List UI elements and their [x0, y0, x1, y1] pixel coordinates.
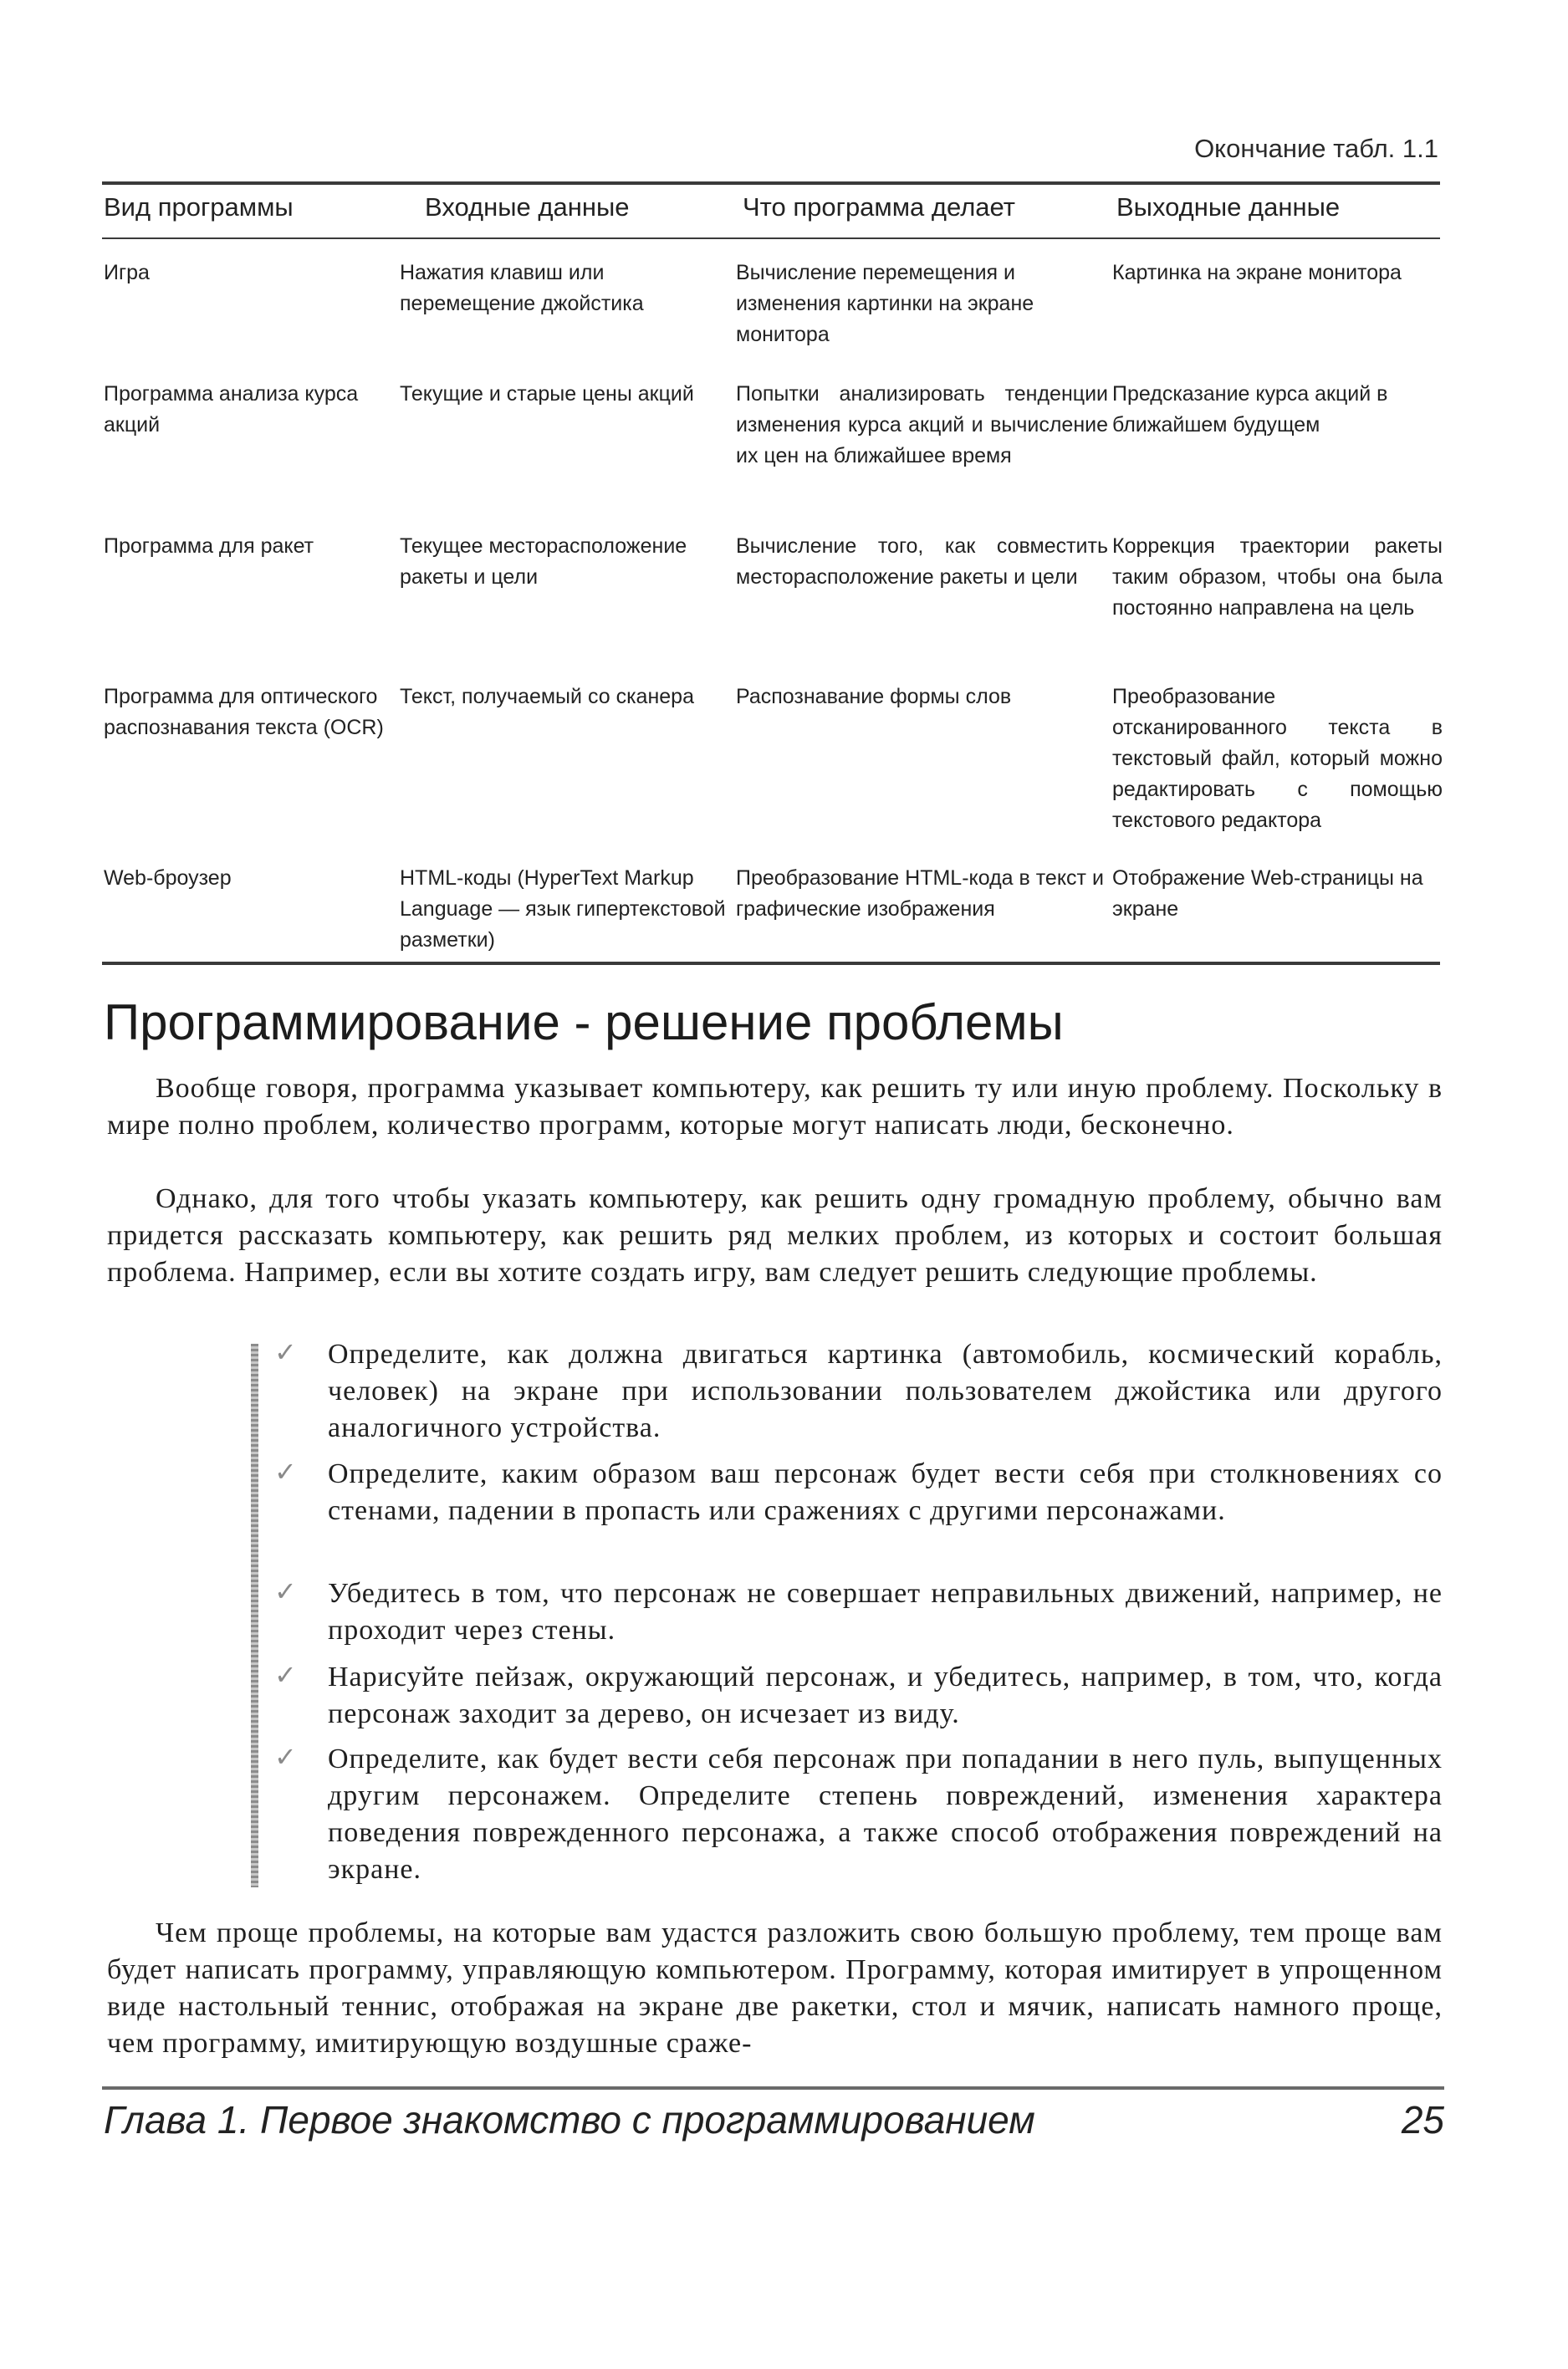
- column-header-input: Входные данные: [425, 192, 630, 222]
- cell-action: Вычисление перемещения и изменения картинки на экране монитора: [736, 261, 1034, 346]
- cell-program-type: Программа для оптического распознавания текста (OCR): [104, 685, 384, 739]
- cell-program-type: Web-броузер: [104, 866, 232, 890]
- cell-input: Нажатия клавиш или перемещение джойстика: [400, 261, 644, 315]
- cell-output: Отображение Web-страницы на экране: [1112, 866, 1423, 921]
- table-top-rule: [102, 181, 1440, 185]
- column-header-type: Вид программы: [104, 192, 294, 222]
- cell-input: Текущие и старые цены акций: [400, 382, 694, 406]
- cell-program-type: Программа анализа курса акций: [104, 382, 359, 437]
- checkmark-icon: ✓: [274, 1741, 297, 1773]
- column-header-action: Что программа делает: [743, 192, 1015, 222]
- checkmark-icon: ✓: [274, 1336, 297, 1368]
- cell-action: Распознавание формы слов: [736, 685, 1012, 708]
- cell-output: Коррекция траектории ракеты таким образом, чтобы она была постоянно направлена на цель: [1112, 534, 1443, 620]
- checkmark-icon: ✓: [274, 1659, 297, 1691]
- cell-action: Попытки анализировать тенденции изменения курса акций и вычисление их цен на ближайшее время: [736, 382, 1108, 467]
- paragraph-subproblems: Однако, для того чтобы указать компьютеру, как решить одну громадную проблему, обычно вам придется рассказать компьютеру, как решить ряд мелких проблем, из которых и состоит большая проблема. Например, если вы хотите создать игру, вам следует решить следующие проблемы.: [107, 1183, 1443, 1288]
- cell-input: Текущее месторасположение ракеты и цели: [400, 534, 687, 589]
- checklist-item-text: Убедитесь в том, что персонаж не совершает неправильных движений, например, не проходит через стены.: [328, 1578, 1443, 1646]
- checkmark-icon: ✓: [274, 1456, 297, 1488]
- checkmark-icon: ✓: [274, 1575, 297, 1607]
- checklist-item-text: Определите, как должна двигаться картинка (автомобиль, космический корабль, человек) на экране при использовании пользователем джойстика или другого аналогичного устройства.: [328, 1339, 1443, 1443]
- checklist-item-text: Нарисуйте пейзаж, окружающий персонаж, и убедитесь, например, в том, что, когда персонаж заходит за дерево, он исчезает из виду.: [328, 1662, 1443, 1729]
- checklist-sidebar: [251, 1344, 258, 1887]
- checklist-item-text: Определите, как будет вести себя персонаж при попадании в него пуль, выпущенных другим персонажем. Определите степень повреждений, изменения характера поведения поврежденного персонажа, а также способ отображения повреждений на экране.: [328, 1744, 1443, 1885]
- table-header-row: [0, 192, 1568, 234]
- column-header-output: Выходные данные: [1116, 192, 1341, 222]
- cell-output: Картинка на экране монитора: [1112, 261, 1402, 284]
- cell-input: HTML-коды (HyperText Markup Language — язык гипертекстовой разметки): [400, 866, 726, 952]
- cell-program-type: Игра: [104, 261, 150, 284]
- cell-input: Текст, получаемый со сканера: [400, 685, 694, 708]
- cell-program-type: Программа для ракет: [104, 534, 314, 558]
- checklist-item-text: Определите, каким образом ваш персонаж будет вести себя при столкновениях со стенами, падении в пропасть или сражениях с другими персонажами.: [328, 1458, 1443, 1526]
- table-caption: Окончание табл. 1.1: [1194, 134, 1438, 163]
- cell-action: Вычисление того, как совместить месторасположение ракеты и цели: [736, 534, 1108, 589]
- cell-output: Предсказание курса акций в ближайшем будущем: [1112, 382, 1388, 437]
- cell-output: Преобразование отсканированного текста в текстовый файл, который можно редактировать с помощью текстового редактора: [1112, 685, 1443, 832]
- paragraph-intro: Вообще говоря, программа указывает компьютеру, как решить ту или иную проблему. Поскольку в мире полно проблем, количество программ, которые могут написать люди, бесконечно.: [107, 1073, 1443, 1141]
- table-bottom-rule: [102, 962, 1440, 965]
- cell-action: Преобразование HTML-кода в текст и графические изображения: [736, 866, 1104, 921]
- page-number: 25: [1401, 2098, 1444, 2142]
- footer-rule: [102, 2086, 1444, 2090]
- table-header-rule: [102, 237, 1440, 239]
- paragraph-closing: Чем проще проблемы, на которые вам удастся разложить свою большую проблему, тем проще вам будет написать программу, управляющую компьютером. Программу, которая имитирует в упрощенном виде настольный теннис, отображая на экране две ракетки, стол и мячик, написать намного проще, чем программу, имитирующую воздушные сраже-: [107, 1917, 1443, 2059]
- running-footer-chapter: Глава 1. Первое знакомство с программированием: [104, 2098, 1035, 2142]
- section-heading: Программирование - решение проблемы: [104, 994, 1064, 1050]
